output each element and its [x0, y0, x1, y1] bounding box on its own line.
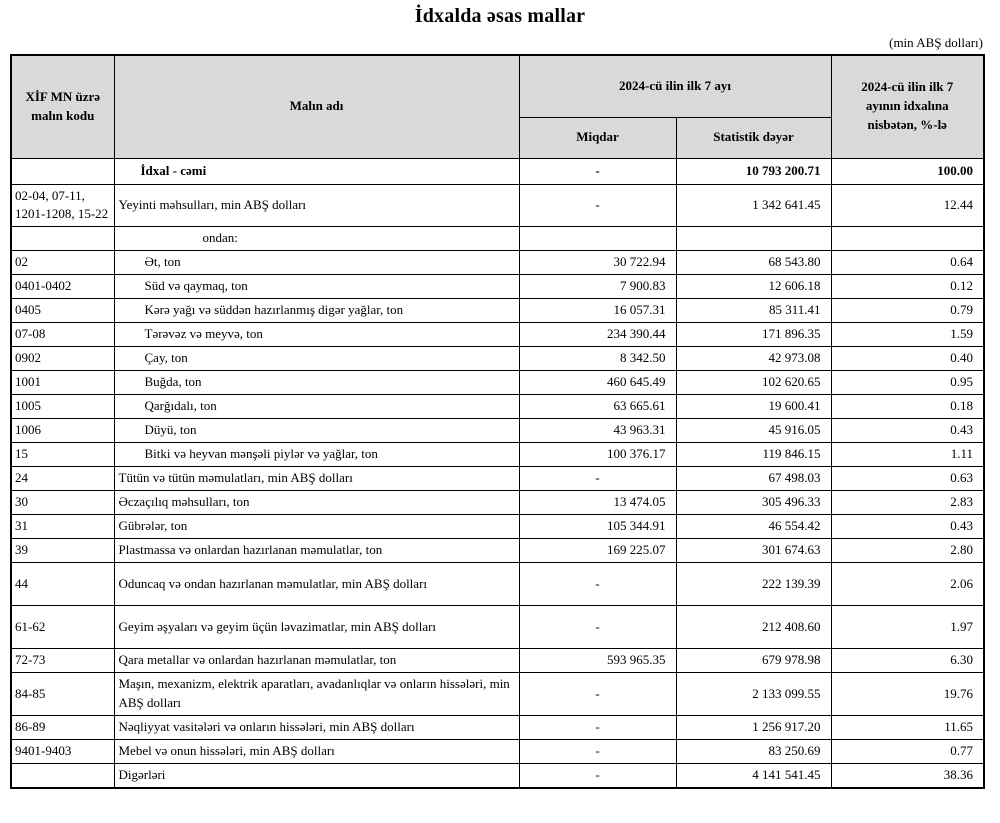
cell-code: 84-85 [11, 673, 114, 716]
cell-name: İdxal - cəmi [114, 158, 519, 184]
cell-share: 0.77 [831, 739, 984, 763]
header-name: Malın adı [114, 55, 519, 158]
cell-quantity: 43 963.31 [519, 419, 676, 443]
cell-share: 0.40 [831, 347, 984, 371]
cell-quantity: 30 722.94 [519, 251, 676, 275]
table-row [11, 299, 984, 323]
cell-share: 12.44 [831, 184, 984, 227]
cell-share: 38.36 [831, 763, 984, 787]
cell-name: Gübrələr, ton [114, 515, 519, 539]
table-row [11, 371, 984, 395]
table-row [11, 715, 984, 739]
cell-share: 0.18 [831, 395, 984, 419]
cell-code: 0902 [11, 347, 114, 371]
cell-name: Bitki və heyvan mənşəli piylər və yağlar, ton [114, 443, 519, 467]
cell-code: 1005 [11, 395, 114, 419]
cell-code [11, 227, 114, 251]
cell-code [11, 763, 114, 787]
unit-note: (min ABŞ dolları) [889, 35, 983, 50]
cell-value: 212 408.60 [676, 606, 831, 649]
cell-share: 2.83 [831, 491, 984, 515]
table-row [11, 763, 984, 787]
cell-code: 72-73 [11, 649, 114, 673]
table-row [11, 184, 984, 227]
table-row [11, 323, 984, 347]
cell-quantity: - [519, 158, 676, 184]
cell-value: 102 620.65 [676, 371, 831, 395]
cell-value: 4 141 541.45 [676, 763, 831, 787]
cell-code: 39 [11, 539, 114, 563]
cell-code: 1006 [11, 419, 114, 443]
cell-share: 6.30 [831, 649, 984, 673]
cell-name: Tütün və tütün məmulatları, min ABŞ dolları [114, 467, 519, 491]
cell-share: 0.79 [831, 299, 984, 323]
table-row [11, 395, 984, 419]
table-row [11, 491, 984, 515]
cell-name: Əczaçılıq məhsulları, ton [114, 491, 519, 515]
cell-value: 679 978.98 [676, 649, 831, 673]
cell-value: 67 498.03 [676, 467, 831, 491]
cell-value: 42 973.08 [676, 347, 831, 371]
cell-code [11, 158, 114, 184]
cell-value: 83 250.69 [676, 739, 831, 763]
cell-code: 0401-0402 [11, 275, 114, 299]
cell-value: 2 133 099.55 [676, 673, 831, 716]
cell-name: Qara metallar və onlardan hazırlanan məmulatlar, ton [114, 649, 519, 673]
cell-code: 31 [11, 515, 114, 539]
cell-share: 0.12 [831, 275, 984, 299]
cell-code: 30 [11, 491, 114, 515]
table-row [11, 739, 984, 763]
cell-quantity: - [519, 673, 676, 716]
cell-quantity: - [519, 739, 676, 763]
cell-quantity: 63 665.61 [519, 395, 676, 419]
cell-quantity: 169 225.07 [519, 539, 676, 563]
cell-name: Süd və qaymaq, ton [114, 275, 519, 299]
header-row-top [11, 55, 984, 117]
cell-quantity: 105 344.91 [519, 515, 676, 539]
cell-code: 9401-9403 [11, 739, 114, 763]
cell-name: ondan: [114, 227, 519, 251]
page-title: İdxalda əsas mallar [414, 5, 586, 27]
header-value [676, 117, 831, 158]
cell-name: Düyü, ton [114, 419, 519, 443]
cell-share: 1.59 [831, 323, 984, 347]
cell-name: Çay, ton [114, 347, 519, 371]
table-row [11, 563, 984, 606]
cell-quantity: - [519, 467, 676, 491]
cell-name: Nəqliyyat vasitələri və onların hissələri, min ABŞ dolları [114, 715, 519, 739]
table-row [11, 251, 984, 275]
cell-value: 1 256 917.20 [676, 715, 831, 739]
cell-name: Ət, ton [114, 251, 519, 275]
table-row [11, 158, 984, 184]
cell-code: 86-89 [11, 715, 114, 739]
cell-value: 12 606.18 [676, 275, 831, 299]
cell-value: 85 311.41 [676, 299, 831, 323]
cell-value: 10 793 200.71 [676, 158, 831, 184]
cell-name: Digərləri [114, 763, 519, 787]
table-row [11, 443, 984, 467]
cell-share: 0.43 [831, 419, 984, 443]
cell-share: 100.00 [831, 158, 984, 184]
header-code: XİF MN üzrə malın kodu [11, 55, 114, 158]
document-page [0, 5, 1000, 789]
cell-share: 0.95 [831, 371, 984, 395]
cell-code: 1001 [11, 371, 114, 395]
header-value-label: Statistik dəyər [713, 129, 794, 145]
cell-share: 2.80 [831, 539, 984, 563]
cell-name: Yeyinti məhsulları, min ABŞ dolları [114, 184, 519, 227]
table-row [11, 673, 984, 716]
table-row [11, 467, 984, 491]
cell-code: 07-08 [11, 323, 114, 347]
cell-value: 45 916.05 [676, 419, 831, 443]
cell-value: 19 600.41 [676, 395, 831, 419]
header-share [831, 55, 984, 158]
cell-value: 1 342 641.45 [676, 184, 831, 227]
cell-quantity: 234 390.44 [519, 323, 676, 347]
table-row [11, 227, 984, 251]
cell-code: 02-04, 07-11, 1201-1208, 15-22 [11, 184, 114, 227]
cell-value: 46 554.42 [676, 515, 831, 539]
cell-value: 301 674.63 [676, 539, 831, 563]
cell-quantity: - [519, 606, 676, 649]
cell-share: 2.06 [831, 563, 984, 606]
cell-value: 119 846.15 [676, 443, 831, 467]
cell-quantity: 593 965.35 [519, 649, 676, 673]
cell-name: Qarğıdalı, ton [114, 395, 519, 419]
imports-table [10, 54, 985, 789]
table-body [11, 158, 984, 788]
cell-quantity: 8 342.50 [519, 347, 676, 371]
cell-quantity: 460 645.49 [519, 371, 676, 395]
cell-name: Mebel və onun hissələri, min ABŞ dolları [114, 739, 519, 763]
header-quantity: Miqdar [519, 117, 676, 158]
cell-code: 02 [11, 251, 114, 275]
cell-quantity: - [519, 715, 676, 739]
cell-share: 0.64 [831, 251, 984, 275]
cell-name: Oduncaq və ondan hazırlanan məmulatlar, min ABŞ dolları [114, 563, 519, 606]
cell-name: Maşın, mexanizm, elektrik aparatları, avadanlıqlar və onların hissələri, min ABŞ dolları [114, 673, 519, 716]
cell-value: 171 896.35 [676, 323, 831, 347]
cell-value: 305 496.33 [676, 491, 831, 515]
cell-value: 222 139.39 [676, 563, 831, 606]
cell-share: 11.65 [831, 715, 984, 739]
cell-share: 0.63 [831, 467, 984, 491]
cell-quantity [519, 227, 676, 251]
table-row [11, 275, 984, 299]
cell-share [831, 227, 984, 251]
cell-code: 15 [11, 443, 114, 467]
table-header [11, 55, 984, 158]
cell-code: 24 [11, 467, 114, 491]
table-row [11, 419, 984, 443]
cell-quantity: 7 900.83 [519, 275, 676, 299]
cell-code: 44 [11, 563, 114, 606]
table-row [11, 515, 984, 539]
cell-share: 1.97 [831, 606, 984, 649]
cell-share: 1.11 [831, 443, 984, 467]
cell-name: Buğda, ton [114, 371, 519, 395]
table-row [11, 649, 984, 673]
cell-name: Geyim əşyaları və geyim üçün ləvazimatlar, min ABŞ dolları [114, 606, 519, 649]
cell-quantity: 13 474.05 [519, 491, 676, 515]
cell-quantity: 100 376.17 [519, 443, 676, 467]
header-period: 2024-cü ilin ilk 7 ayı [519, 55, 831, 117]
cell-code: 0405 [11, 299, 114, 323]
cell-name: Plastmassa və onlardan hazırlanan məmulatlar, ton [114, 539, 519, 563]
cell-quantity: - [519, 563, 676, 606]
table-row [11, 539, 984, 563]
table-row [11, 347, 984, 371]
cell-value [676, 227, 831, 251]
table-row [11, 606, 984, 649]
cell-value: 68 543.80 [676, 251, 831, 275]
cell-quantity: - [519, 763, 676, 787]
header-share-label: 2024-cü ilin ilk 7 ayının idxalına nisbətən, %-lə [861, 79, 954, 133]
cell-quantity: 16 057.31 [519, 299, 676, 323]
cell-name: Kərə yağı və süddən hazırlanmış digər yağlar, ton [114, 299, 519, 323]
cell-share: 19.76 [831, 673, 984, 716]
cell-name: Tərəvəz və meyvə, ton [114, 323, 519, 347]
cell-quantity: - [519, 184, 676, 227]
cell-code: 61-62 [11, 606, 114, 649]
cell-share: 0.43 [831, 515, 984, 539]
